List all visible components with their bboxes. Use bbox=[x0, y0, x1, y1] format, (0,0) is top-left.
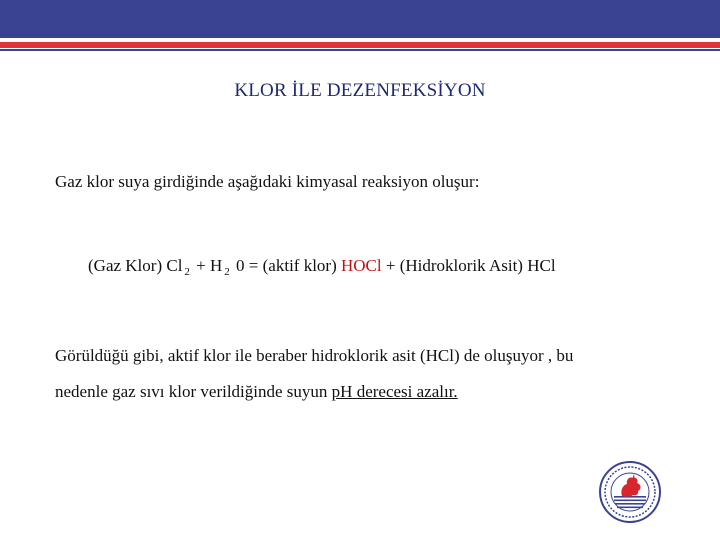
explanation-paragraph bbox=[55, 338, 675, 410]
paragraph-line-2-prefix: nedenle gaz sıvı klor verildiğinde suyun bbox=[55, 382, 332, 401]
equation-subscript-2: 2 bbox=[224, 266, 230, 278]
equation-part-1: (Gaz Klor) Cl bbox=[88, 256, 183, 275]
intro-text: Gaz klor suya girdiğinde aşağıdaki kimyasal reaksiyon oluşur: bbox=[55, 172, 480, 191]
header-stripe-red bbox=[0, 42, 720, 48]
university-seal-icon bbox=[598, 460, 662, 524]
paragraph-line-2 bbox=[55, 374, 675, 410]
header-stripe-blue bbox=[0, 49, 720, 51]
paragraph-underlined-phrase: pH derecesi azalır. bbox=[331, 382, 458, 401]
equation-part-4: + (Hidroklorik Asit) HCl bbox=[385, 256, 556, 275]
paragraph-line-1: Görüldüğü gibi, aktif klor ile beraber hidroklorik asit (HCl) de oluşuyor , bu bbox=[55, 346, 574, 365]
equation-subscript-1: 2 bbox=[184, 266, 190, 278]
header-band bbox=[0, 0, 720, 38]
chemical-equation bbox=[88, 256, 556, 276]
slide-title: KLOR İLE DEZENFEKSİYON bbox=[234, 80, 486, 101]
equation-hocl: HOCl bbox=[341, 256, 382, 275]
equation-part-3: 0 = (aktif klor) bbox=[236, 256, 337, 275]
equation-part-2: + H bbox=[196, 256, 223, 275]
